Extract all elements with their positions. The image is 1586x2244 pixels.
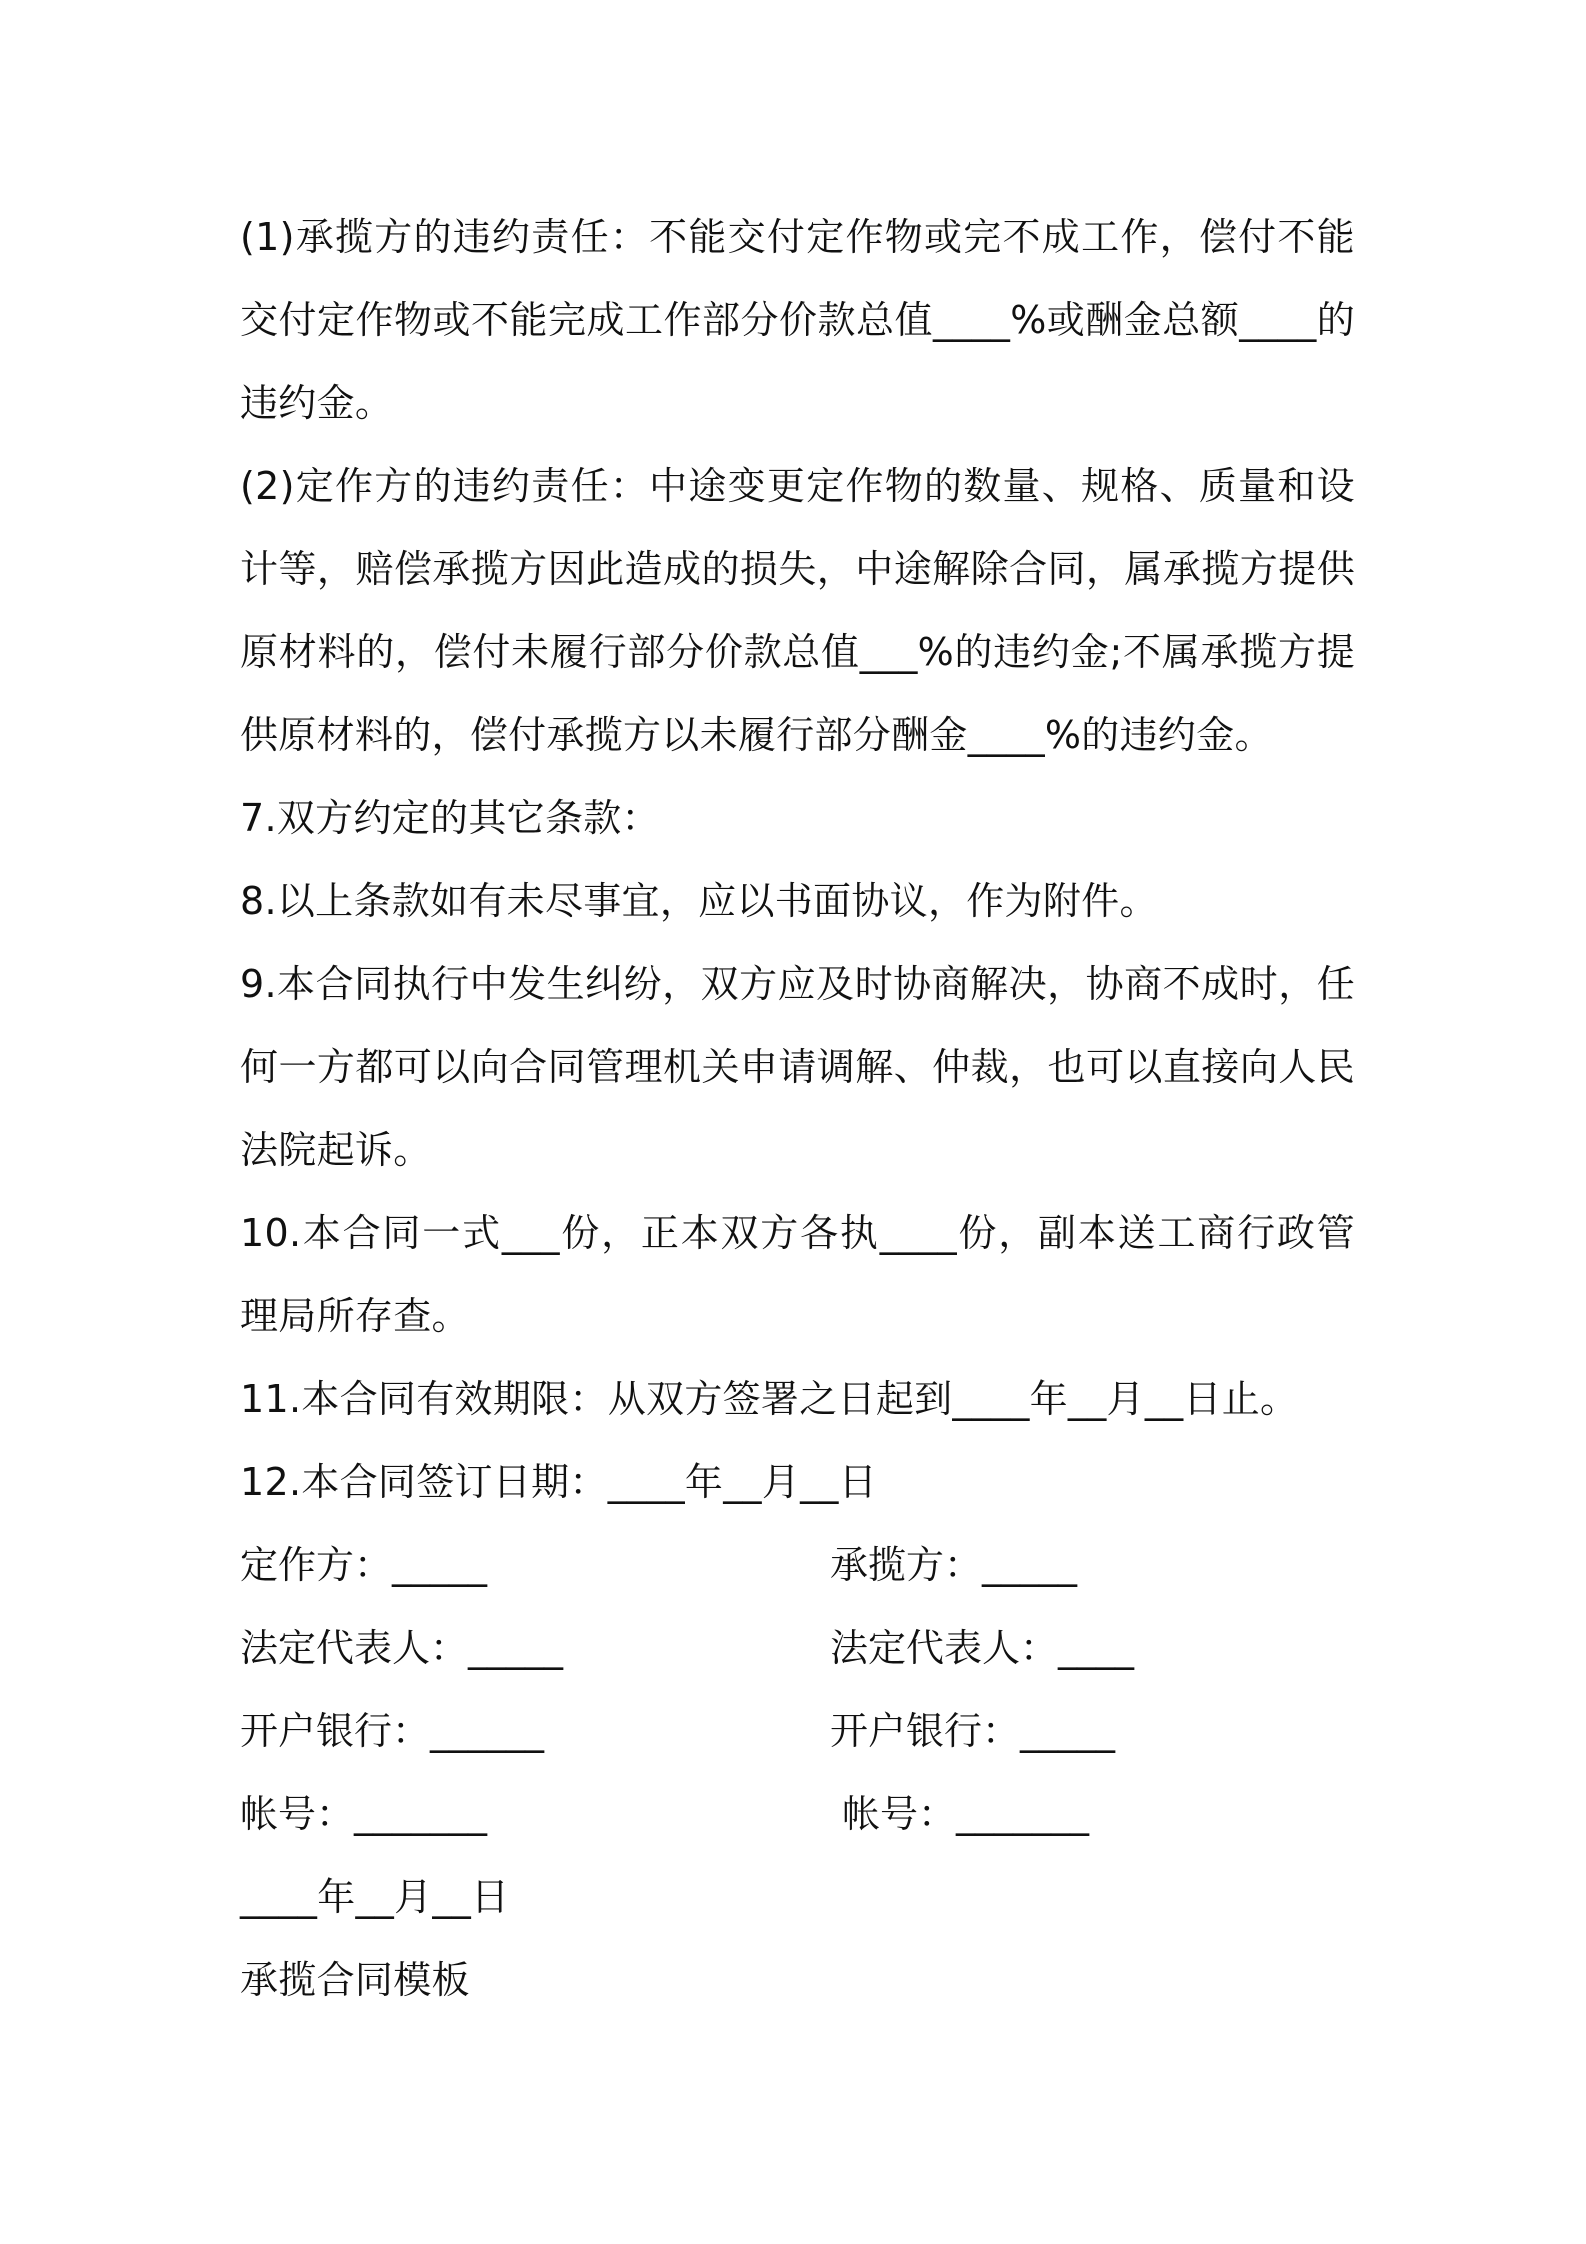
- clause-12-signing-date: 12.本合同签订日期：____年__月__日: [240, 1460, 878, 1504]
- clause-7-other-terms: 7.双方约定的其它条款：: [240, 796, 660, 840]
- contractor-account-field: 帐号：_______: [842, 1792, 1090, 1836]
- clause-1-contractor-liability: (1)承揽方的违约责任：不能交付定作物或完不成工作，偿付不能交付定作物或不能完成工作部分价款总值____%或酬金总额____的违约金。: [240, 215, 1355, 425]
- contractor-party-field: 承揽方：_____: [830, 1543, 1078, 1587]
- clause-2-orderer-liability: (2)定作方的违约责任：中途变更定作物的数量、规格、质量和设计等，赔偿承揽方因此造成的损失，中途解除合同，属承揽方提供原材料的，偿付未履行部分价款总值___%的违约金;不属承揽方提供原材料的，偿付承揽方以未履行部分酬金____%的违约金。: [240, 464, 1355, 757]
- contractor-bank-field: 开户银行：_____: [830, 1709, 1116, 1753]
- orderer-account-field: 帐号：_______: [240, 1792, 488, 1836]
- document-footer-title: 承揽合同模板: [240, 1958, 470, 2002]
- clause-8-supplementary: 8.以上条款如有未尽事宜，应以书面协议，作为附件。: [240, 879, 1158, 923]
- clause-9-dispute-resolution: 9.本合同执行中发生纠纷，双方应及时协商解决，协商不成时，任何一方都可以向合同管理机关申请调解、仲裁，也可以直接向人民法院起诉。: [240, 962, 1355, 1172]
- clause-11-validity: 11.本合同有效期限：从双方签署之日起到____年__月__日止。: [240, 1377, 1299, 1421]
- contractor-representative-field: 法定代表人：____: [830, 1626, 1135, 1670]
- orderer-bank-field: 开户银行：______: [240, 1709, 545, 1753]
- orderer-party-field: 定作方：_____: [240, 1543, 488, 1587]
- document-content: [240, 196, 1355, 2022]
- signature-row-representative: [240, 1607, 1355, 1690]
- clause-10-copies: 10.本合同一式___份，正本双方各执____份，副本送工商行政管理局所存查。: [240, 1211, 1355, 1338]
- signature-date-line: ____年__月__日: [240, 1875, 510, 1919]
- signature-row-account: [240, 1773, 1355, 1856]
- orderer-representative-field: 法定代表人：_____: [240, 1626, 564, 1670]
- signature-row-bank: [240, 1690, 1355, 1773]
- signature-row-party: [240, 1524, 1355, 1607]
